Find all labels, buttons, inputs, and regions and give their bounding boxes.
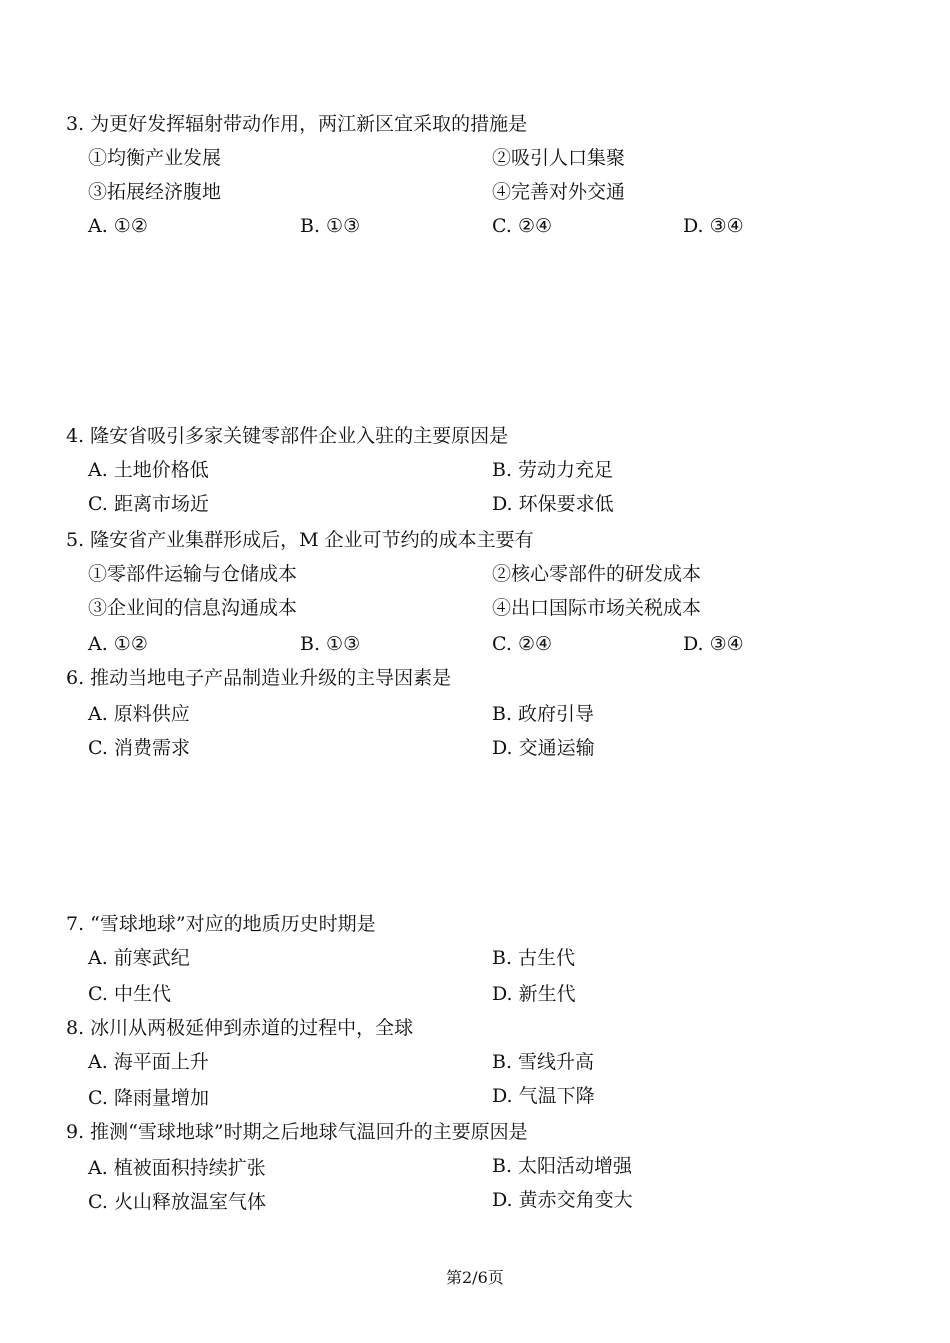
question-3-choice-d: D. ③④	[683, 215, 744, 237]
question-5-item: ③企业间的信息沟通成本	[88, 597, 298, 619]
question-5-item: ①零部件运输与仓储成本	[88, 563, 298, 585]
question-5-choice-a: A. ①②	[88, 633, 148, 655]
question-4-choice-b: B. 劳动力充足	[492, 459, 614, 481]
question-8-choice-a: A. 海平面上升	[88, 1051, 209, 1073]
question-7-choice-b: B. 古生代	[492, 947, 576, 969]
question-3-item: ②吸引人口集聚	[492, 147, 626, 169]
question-9-choice-d: D. 黄赤交角变大	[492, 1189, 633, 1211]
question-9-stem: 9. 推测“雪球地球”时期之后地球气温回升的主要原因是	[66, 1121, 528, 1143]
question-7-stem: 7. “雪球地球”对应的地质历史时期是	[66, 913, 376, 935]
question-3-stem: 3. 为更好发挥辐射带动作用，两江新区宜采取的措施是	[66, 113, 528, 135]
question-8-choice-c: C. 降雨量增加	[88, 1087, 209, 1109]
question-4-choice-a: A. 土地价格低	[88, 459, 209, 481]
question-3-choice-b: B. ①③	[300, 215, 361, 237]
question-7-choice-a: A. 前寒武纪	[88, 947, 190, 969]
question-3-item: ①均衡产业发展	[88, 147, 222, 169]
question-6-stem: 6. 推动当地电子产品制造业升级的主导因素是	[66, 667, 452, 689]
question-8-stem: 8. 冰川从两极延伸到赤道的过程中，全球	[66, 1017, 414, 1039]
question-4-choice-c: C. 距离市场近	[88, 493, 209, 515]
question-9-choice-a: A. 植被面积持续扩张	[88, 1157, 266, 1179]
question-4-choice-d: D. 环保要求低	[492, 493, 614, 515]
question-5-stem: 5. 隆安省产业集群形成后，M 企业可节约的成本主要有	[66, 529, 534, 551]
question-5-item: ②核心零部件的研发成本	[492, 563, 702, 585]
question-3-choice-a: A. ①②	[88, 215, 148, 237]
question-6-choice-c: C. 消费需求	[88, 737, 190, 759]
question-4-stem: 4. 隆安省吸引多家关键零部件企业入驻的主要原因是	[66, 425, 509, 447]
question-7-choice-d: D. 新生代	[492, 983, 576, 1005]
question-9-choice-c: C. 火山释放温室气体	[88, 1191, 266, 1213]
question-6-choice-d: D. 交通运输	[492, 737, 595, 759]
question-3-choice-c: C. ②④	[492, 215, 553, 237]
question-8-choice-d: D. 气温下降	[492, 1085, 595, 1107]
question-5-item: ④出口国际市场关税成本	[492, 597, 702, 619]
question-9-choice-b: B. 太阳活动增强	[492, 1155, 633, 1177]
question-6-choice-b: B. 政府引导	[492, 703, 595, 725]
question-3-item: ③拓展经济腹地	[88, 181, 222, 203]
question-5-choice-b: B. ①③	[300, 633, 361, 655]
question-3-item: ④完善对外交通	[492, 181, 626, 203]
question-5-choice-d: D. ③④	[683, 633, 744, 655]
question-8-choice-b: B. 雪线升高	[492, 1051, 595, 1073]
question-7-choice-c: C. 中生代	[88, 983, 171, 1005]
question-5-choice-c: C. ②④	[492, 633, 553, 655]
question-6-choice-a: A. 原料供应	[88, 703, 190, 725]
page-number: 第2/6页	[446, 1268, 504, 1287]
